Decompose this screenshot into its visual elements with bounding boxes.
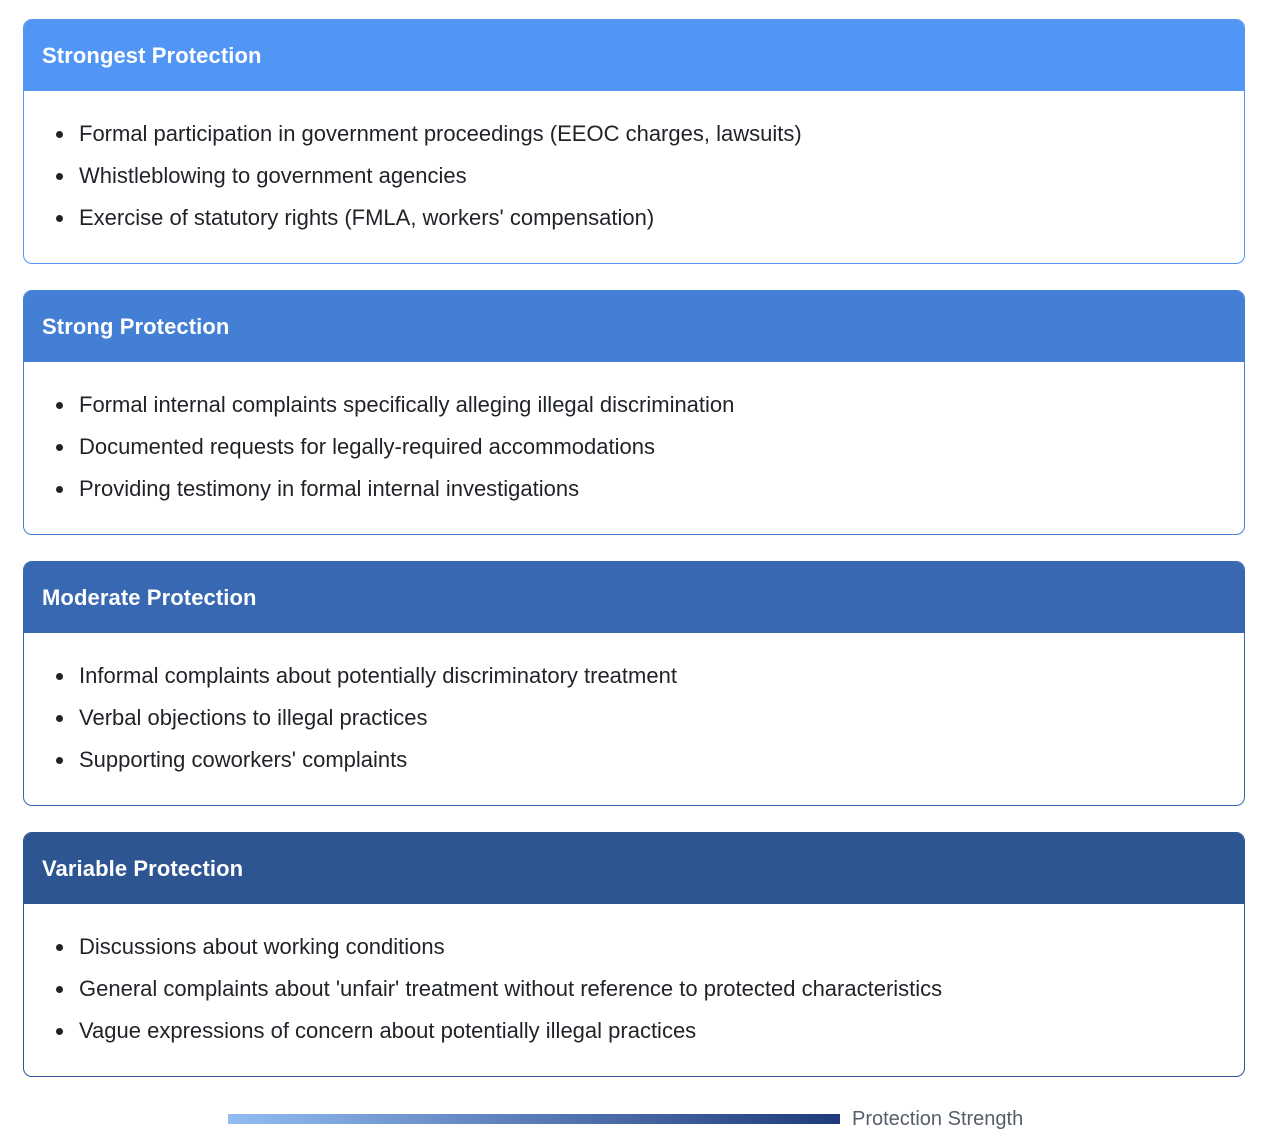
tier-header — [24, 562, 1244, 633]
tier-card-moderate — [23, 561, 1245, 806]
list-item — [56, 697, 1244, 739]
list-item-text: Formal participation in government proceedings (EEOC charges, lawsuits) — [79, 121, 802, 146]
list-item-text: Discussions about working conditions — [79, 934, 445, 959]
list-item-text: Whistleblowing to government agencies — [79, 163, 467, 188]
bullet-icon — [56, 215, 63, 222]
tier-body — [24, 904, 1244, 1052]
bullet-icon — [56, 173, 63, 180]
list-item — [56, 155, 1244, 197]
bullet-icon — [56, 131, 63, 138]
list-item-text: Vague expressions of concern about potentially illegal practices — [79, 1018, 697, 1043]
legend-label: Protection Strength — [852, 1107, 1024, 1130]
list-item — [56, 968, 1244, 1010]
bullet-icon — [56, 486, 63, 493]
list-item — [56, 926, 1244, 968]
list-item-text: General complaints about 'unfair' treatment without reference to protected characteristics — [79, 976, 943, 1001]
strength-gradient-bar — [228, 1114, 840, 1124]
tier-title: Strongest Protection — [42, 42, 262, 68]
tier-card-variable — [23, 832, 1245, 1077]
tier-title: Moderate Protection — [42, 584, 257, 610]
tier-body — [24, 633, 1244, 781]
bullet-icon — [56, 757, 63, 764]
tier-header — [24, 291, 1244, 362]
list-item — [56, 655, 1244, 697]
bullet-icon — [56, 1028, 63, 1035]
tier-body — [24, 91, 1244, 239]
list-item-text: Exercise of statutory rights (FMLA, workers' compensation) — [79, 205, 655, 230]
bullet-icon — [56, 986, 63, 993]
list-item — [56, 468, 1244, 510]
tier-card-strongest — [23, 19, 1245, 264]
list-item-text: Providing testimony in formal internal investigations — [79, 476, 580, 501]
list-item — [56, 426, 1244, 468]
tier-card-strong — [23, 290, 1245, 535]
list-item-text: Documented requests for legally-required accommodations — [79, 434, 655, 459]
strength-legend — [228, 1104, 1023, 1134]
list-item-text: Verbal objections to illegal practices — [79, 705, 428, 730]
tier-header — [24, 833, 1244, 904]
bullet-icon — [56, 673, 63, 680]
bullet-icon — [56, 715, 63, 722]
tier-body — [24, 362, 1244, 510]
list-item — [56, 1010, 1244, 1052]
list-item-text: Formal internal complaints specifically alleging illegal discrimination — [79, 392, 735, 417]
tier-list — [24, 113, 1244, 239]
list-item-text: Informal complaints about potentially discriminatory treatment — [79, 663, 677, 688]
tier-title: Strong Protection — [42, 313, 230, 339]
list-item — [56, 739, 1244, 781]
list-item — [56, 113, 1244, 155]
tier-title: Variable Protection — [42, 855, 244, 881]
tier-header — [24, 20, 1244, 91]
tier-list — [24, 926, 1244, 1052]
list-item-text: Supporting coworkers' complaints — [79, 747, 408, 772]
tier-list — [24, 384, 1244, 510]
list-item — [56, 197, 1244, 239]
list-item — [56, 384, 1244, 426]
bullet-icon — [56, 944, 63, 951]
bullet-icon — [56, 444, 63, 451]
tier-list — [24, 655, 1244, 781]
bullet-icon — [56, 402, 63, 409]
